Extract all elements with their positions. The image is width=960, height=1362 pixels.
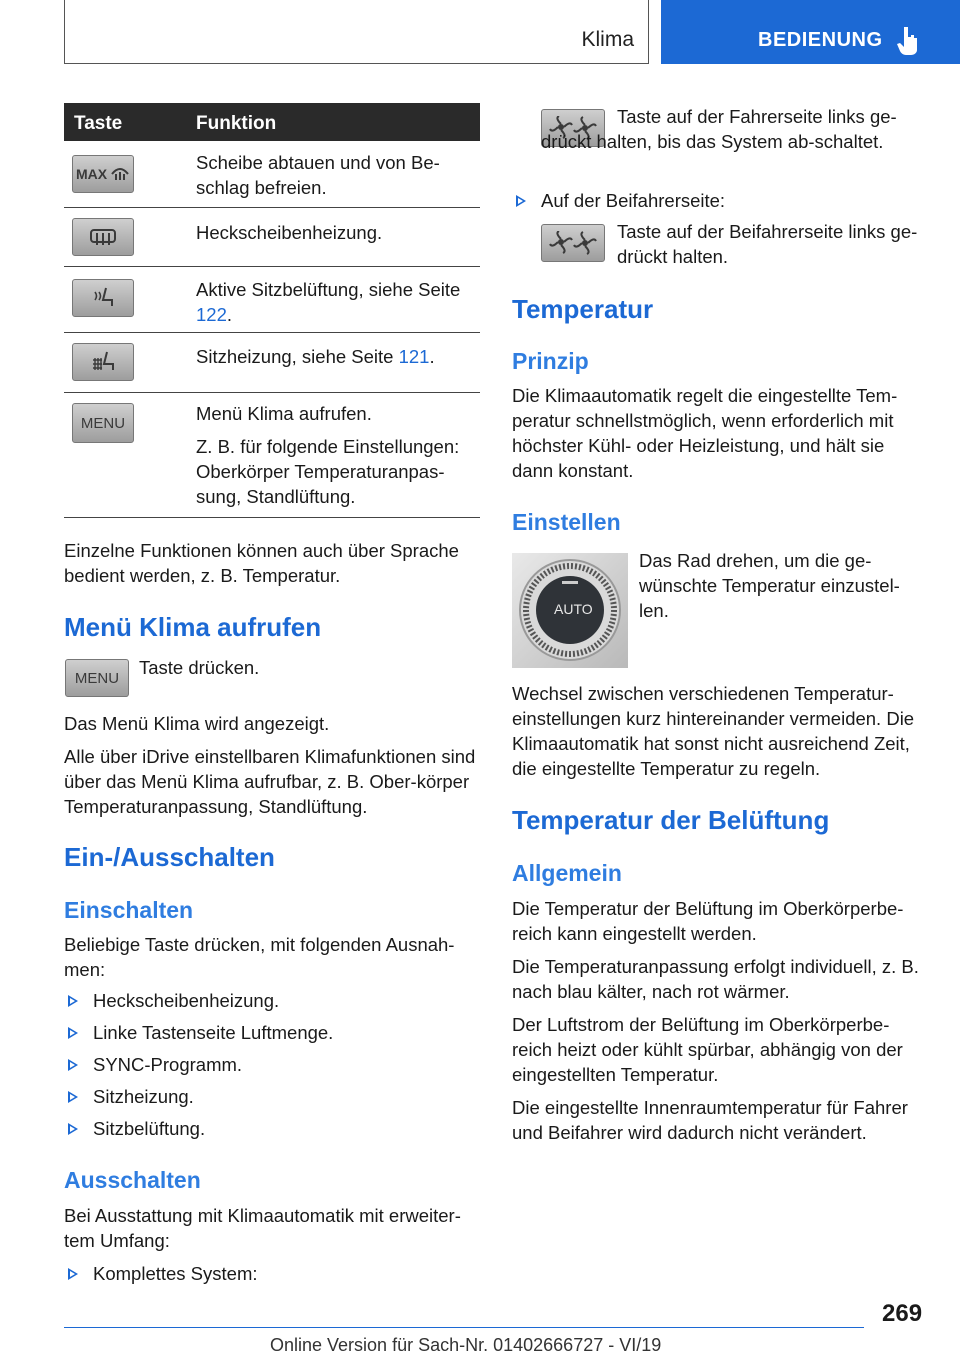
bullet-arrow-icon: [516, 195, 526, 207]
bullet-arrow-icon: [68, 1059, 78, 1071]
off-text: Bei Ausstattung mit Klimaautomatik mit erweiter-tem Umfang:: [64, 1205, 461, 1251]
footer-version-text: Online Version für Sach-Nr. 01402666727 - VI/19: [270, 1335, 662, 1355]
menu-press-text: Taste drücken.: [139, 657, 260, 678]
bullet-arrow-icon: [68, 995, 78, 1007]
menu-label: MENU: [80, 414, 126, 432]
max-label: MAX: [75, 166, 108, 182]
hand-pointer-icon: [897, 25, 919, 55]
bullet-arrow-icon: [68, 1091, 78, 1103]
text: Menü Klima aufrufen.: [196, 403, 372, 424]
page-number: 269: [882, 1300, 923, 1327]
text: Alle über iDrive einstellbaren Klimafunktionen sind über das Menü Klima aufrufbar, z. B. Ober-körper Temperaturanpassung, Standlüftung.: [64, 746, 476, 817]
text: Aktive Sitzbelüftung, siehe Seite: [196, 279, 461, 300]
table-header: [64, 103, 480, 141]
seat-ventilation-icon: [72, 279, 134, 317]
on-text: Beliebige Taste drücken, mit folgenden Ausnah-men:: [64, 934, 455, 980]
auto-label: AUTO: [554, 601, 593, 617]
page-link-121[interactable]: 121: [398, 346, 430, 367]
text: Die Temperatur der Belüftung im Oberkörperbe-reich kann eingestellt werden.: [512, 898, 904, 944]
list-item: [64, 1084, 480, 1116]
table-row: [64, 267, 480, 333]
text: Die Temperaturanpassung erfolgt individuell, z. B. nach blau kälter, nach rot wärmer.: [512, 956, 919, 1002]
table-row: [64, 141, 480, 208]
text: Auf der Beifahrerseite:: [541, 190, 726, 211]
bullet-arrow-icon: [68, 1268, 78, 1280]
driver-text: Taste auf der Fahrerseite links ge-drückt halten, bis das System ab-schaltet.: [541, 106, 897, 152]
heading-allgemein: Allgemein: [512, 860, 622, 886]
text: .: [429, 346, 435, 367]
general-paragraphs: [512, 896, 928, 1153]
heading-on-off: Ein-/Ausschalten: [64, 842, 275, 872]
list-item: [64, 1020, 480, 1052]
col-header-key: Taste: [74, 113, 123, 134]
heading-menu-klima: Menü Klima aufrufen: [64, 612, 322, 642]
text: Die eingestellte Innenraumtemperatur für Fahrer und Beifahrer wird dadurch nicht verändert.: [512, 1097, 908, 1143]
section-title: BEDIENUNG: [758, 29, 883, 51]
text: Sitzbelüftung.: [93, 1118, 206, 1139]
passenger-text: Taste auf der Beifahrerseite links ge-drückt halten.: [617, 221, 918, 267]
off-list: [64, 1261, 480, 1293]
table-row: [64, 393, 480, 518]
text: Das Menü Klima wird angezeigt.: [64, 713, 330, 734]
text: Linke Tastenseite Luftmenge.: [93, 1022, 334, 1043]
text: Heckscheibenheizung.: [93, 990, 280, 1011]
text: Sitzheizung.: [93, 1086, 194, 1107]
heading-temperatur-belueftung: Temperatur der Belüftung: [512, 805, 830, 835]
table-row: [64, 333, 480, 393]
heading-temperatur: Temperatur: [512, 294, 654, 324]
heading-einstellen: Einstellen: [512, 509, 621, 535]
bullet-arrow-icon: [68, 1123, 78, 1135]
fan-off-button-icon: [541, 224, 605, 262]
text: .: [226, 304, 233, 325]
list-item: [64, 1261, 480, 1293]
heading-ausschalten: Ausschalten: [64, 1167, 201, 1193]
table-cell-function: Scheibe abtauen und von Be-schlag befreien.: [196, 152, 440, 198]
col-header-function: Funktion: [196, 113, 277, 134]
on-exception-list: [64, 988, 480, 1148]
heading-einschalten: Einschalten: [64, 897, 194, 923]
list-item: [64, 988, 480, 1020]
set-paragraph: Wechsel zwischen verschiedenen Temperatur-einstellungen kurz hintereinander vermeiden. Die Klimaautomatik hat sonst nicht ausreichend Zeit, die eingestellte Temperatur zu regeln.: [512, 683, 915, 779]
text: Z. B. für folgende Einstellungen: Oberkörper Temperaturanpas-sung, Standlüftung.: [196, 436, 460, 507]
seat-heating-icon: [72, 343, 134, 381]
list-item: [64, 1052, 480, 1084]
heading-prinzip: Prinzip: [512, 348, 589, 374]
max-defrost-icon: [72, 155, 134, 193]
temperature-knob-image: [512, 553, 628, 668]
table-cell-function: Heckscheibenheizung.: [196, 222, 383, 243]
list-item: [512, 188, 928, 220]
text: SYNC-Programm.: [93, 1054, 243, 1075]
chapter-title: Klima: [581, 28, 634, 51]
principle-text: Die Klimaautomatik regelt die eingestellte Tem-peratur schnellstmöglich, wenn erforderlich mit höchster Kühl- oder Heizleistung, und hält sie dann konstant.: [512, 385, 898, 481]
table-cell-function: [196, 401, 474, 517]
function-table: [64, 103, 480, 518]
menu-button-icon: [65, 659, 129, 697]
intro-text: Einzelne Funktionen können auch über Sprache bedient werden, z. B. Temperatur.: [64, 540, 459, 586]
text: Komplettes System:: [93, 1263, 258, 1284]
footer-divider: [64, 1327, 864, 1328]
rear-window-heating-icon: [72, 218, 134, 256]
passenger-list: [512, 188, 928, 220]
menu-paragraphs: [64, 711, 480, 827]
page-link-122[interactable]: 122: [196, 304, 227, 325]
menu-button-icon: [72, 403, 134, 443]
text: Der Luftstrom der Belüftung im Oberkörperbe-reich heizt oder kühlt spürbar, abhängig von der eingestellten Temperatur.: [512, 1014, 903, 1085]
table-row: [64, 208, 480, 267]
list-item: [64, 1116, 480, 1148]
table-cell-function: [196, 344, 474, 369]
header-section-tab[interactable]: [661, 0, 960, 64]
header-chapter-box: [64, 0, 649, 64]
set-text: Das Rad drehen, um die ge-wünschte Temperatur einzustel-len.: [639, 550, 900, 621]
menu-label: MENU: [74, 669, 120, 687]
table-cell-function: [196, 277, 474, 327]
text: Sitzheizung, siehe Seite: [196, 346, 399, 367]
bullet-arrow-icon: [68, 1027, 78, 1039]
